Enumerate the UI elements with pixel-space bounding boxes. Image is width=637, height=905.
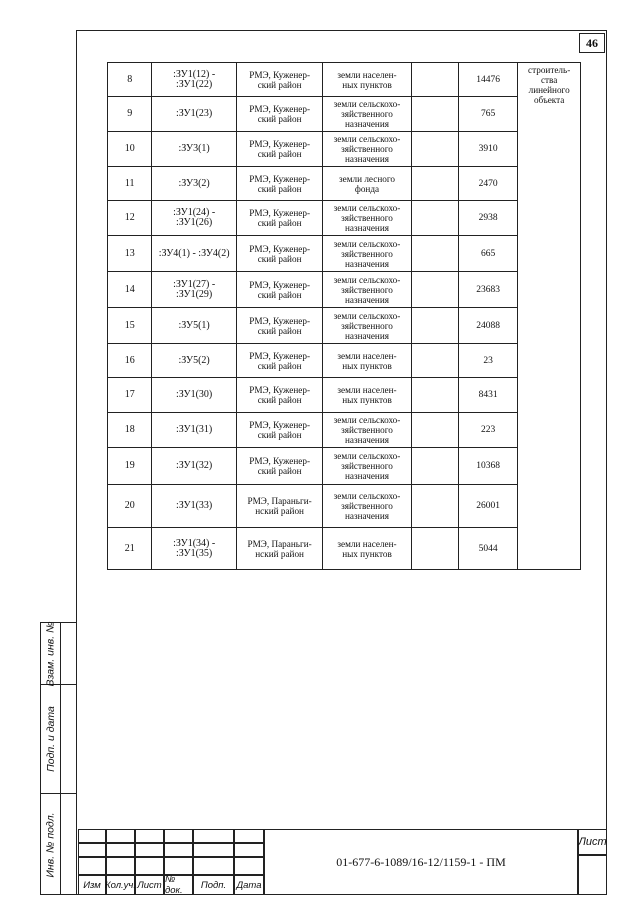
empty-cell (411, 272, 458, 308)
area-value: 2938 (459, 201, 518, 236)
purpose-note-text: строитель- ства линейного объекта (528, 65, 571, 105)
plot-id: :ЗУ3(1) (152, 132, 236, 167)
region: РМЭ, Куженер- ский район (236, 413, 323, 448)
table-row (108, 413, 581, 448)
row-number: 14 (108, 272, 152, 308)
area-value: 765 (459, 97, 518, 132)
table-row (108, 344, 581, 378)
header-sheet: Лист (135, 875, 164, 895)
land-category: земли сельскохо- зяйственного назначения (323, 132, 411, 167)
land-category: земли сельскохо- зяйственного назначения (323, 272, 411, 308)
area-value: 3910 (459, 132, 518, 167)
row-number: 16 (108, 344, 152, 378)
empty-cell (411, 132, 458, 167)
land-category: земли сельскохо- зяйственного назначения (323, 236, 411, 272)
area-value: 10368 (459, 448, 518, 485)
page-number: 46 (579, 33, 605, 53)
table-row (108, 236, 581, 272)
plot-id: :ЗУ5(1) (152, 308, 236, 344)
plot-id: :ЗУ1(27) - :ЗУ1(29) (152, 272, 236, 308)
region: РМЭ, Куженер- ский район (236, 378, 323, 413)
area-value: 26001 (459, 485, 518, 528)
region: РМЭ, Куженер- ский район (236, 236, 323, 272)
land-category: земли сельскохо- зяйственного назначения (323, 201, 411, 236)
area-value: 14476 (459, 63, 518, 97)
land-plots-table (107, 62, 581, 570)
plot-id: :ЗУ4(1) - :ЗУ4(2) (152, 236, 236, 272)
purpose-note (518, 63, 581, 570)
region: РМЭ, Параньги- нский район (236, 528, 323, 570)
table-row (108, 448, 581, 485)
area-value: 665 (459, 236, 518, 272)
row-number: 17 (108, 378, 152, 413)
region: РМЭ, Куженер- ский район (236, 132, 323, 167)
plot-id: :ЗУ1(33) (152, 485, 236, 528)
region: РМЭ, Куженер- ский район (236, 308, 323, 344)
empty-cell (411, 448, 458, 485)
empty-cell (411, 97, 458, 132)
row-number: 18 (108, 413, 152, 448)
plot-id: :ЗУ5(2) (152, 344, 236, 378)
area-value: 2470 (459, 167, 518, 201)
empty-cell (411, 201, 458, 236)
table-row (108, 528, 581, 570)
table-row (108, 272, 581, 308)
region: РМЭ, Параньги- нский район (236, 485, 323, 528)
empty-cell (411, 378, 458, 413)
row-number: 19 (108, 448, 152, 485)
table-row (108, 167, 581, 201)
plot-id: :ЗУ1(24) - :ЗУ1(26) (152, 201, 236, 236)
side-label-signature-date: Подп. и дата (44, 705, 57, 772)
land-category: земли населен- ных пунктов (323, 344, 411, 378)
row-number: 11 (108, 167, 152, 201)
empty-cell (411, 485, 458, 528)
land-category: земли лесного фонда (323, 167, 411, 201)
empty-cell (411, 167, 458, 201)
empty-cell (411, 63, 458, 97)
region: РМЭ, Куженер- ский район (236, 344, 323, 378)
header-date: Дата (234, 875, 264, 895)
plot-id: :ЗУ3(2) (152, 167, 236, 201)
area-value: 223 (459, 413, 518, 448)
side-label-inventory: Инв. № подл. (44, 811, 57, 878)
region: РМЭ, Куженер- ский район (236, 167, 323, 201)
row-number: 12 (108, 201, 152, 236)
document-code: 01-677-6-1089/16-12/1159-1 - ПМ (264, 829, 578, 895)
region: РМЭ, Куженер- ский район (236, 448, 323, 485)
table-row (108, 201, 581, 236)
region: РМЭ, Куженер- ский район (236, 63, 323, 97)
plot-id: :ЗУ1(23) (152, 97, 236, 132)
empty-cell (411, 308, 458, 344)
title-block (78, 829, 607, 895)
table-row (108, 97, 581, 132)
row-number: 21 (108, 528, 152, 570)
plot-id: :ЗУ1(34) - :ЗУ1(35) (152, 528, 236, 570)
table-row (108, 378, 581, 413)
land-category: земли сельскохо- зяйственного назначения (323, 413, 411, 448)
table-row (108, 308, 581, 344)
header-change: Изм (78, 875, 106, 895)
land-category: земли населен- ных пунктов (323, 63, 411, 97)
table-row (108, 63, 581, 97)
region: РМЭ, Куженер- ский район (236, 272, 323, 308)
row-number: 9 (108, 97, 152, 132)
land-category: земли населен- ных пунктов (323, 528, 411, 570)
side-label-replacement: Взам. инв. № (44, 621, 57, 686)
table-row (108, 132, 581, 167)
sheet-label: Лист (578, 829, 607, 855)
area-value: 23 (459, 344, 518, 378)
empty-cell (411, 413, 458, 448)
row-number: 15 (108, 308, 152, 344)
empty-cell (411, 236, 458, 272)
header-signature: Подп. (193, 875, 234, 895)
region: РМЭ, Куженер- ский район (236, 201, 323, 236)
sheet-number-cell (578, 855, 607, 895)
region: РМЭ, Куженер- ский район (236, 97, 323, 132)
plot-id: :ЗУ1(32) (152, 448, 236, 485)
area-value: 23683 (459, 272, 518, 308)
side-stamp-strip (40, 622, 77, 895)
row-number: 10 (108, 132, 152, 167)
area-value: 5044 (459, 528, 518, 570)
land-category: земли сельскохо- зяйственного назначения (323, 485, 411, 528)
land-category: земли сельскохо- зяйственного назначения (323, 448, 411, 485)
area-value: 24088 (459, 308, 518, 344)
land-category: земли населен- ных пунктов (323, 378, 411, 413)
empty-cell (411, 344, 458, 378)
plot-id: :ЗУ1(30) (152, 378, 236, 413)
land-category: земли сельскохо- зяйственного назначения (323, 97, 411, 132)
plot-id: :ЗУ1(31) (152, 413, 236, 448)
header-qty: Кол.уч. (106, 875, 135, 895)
land-category: земли сельскохо- зяйственного назначения (323, 308, 411, 344)
table-row (108, 485, 581, 528)
empty-cell (411, 528, 458, 570)
row-number: 8 (108, 63, 152, 97)
header-doc-no: № док. (164, 875, 193, 895)
area-value: 8431 (459, 378, 518, 413)
row-number: 20 (108, 485, 152, 528)
plot-id: :ЗУ1(12) - :ЗУ1(22) (152, 63, 236, 97)
row-number: 13 (108, 236, 152, 272)
